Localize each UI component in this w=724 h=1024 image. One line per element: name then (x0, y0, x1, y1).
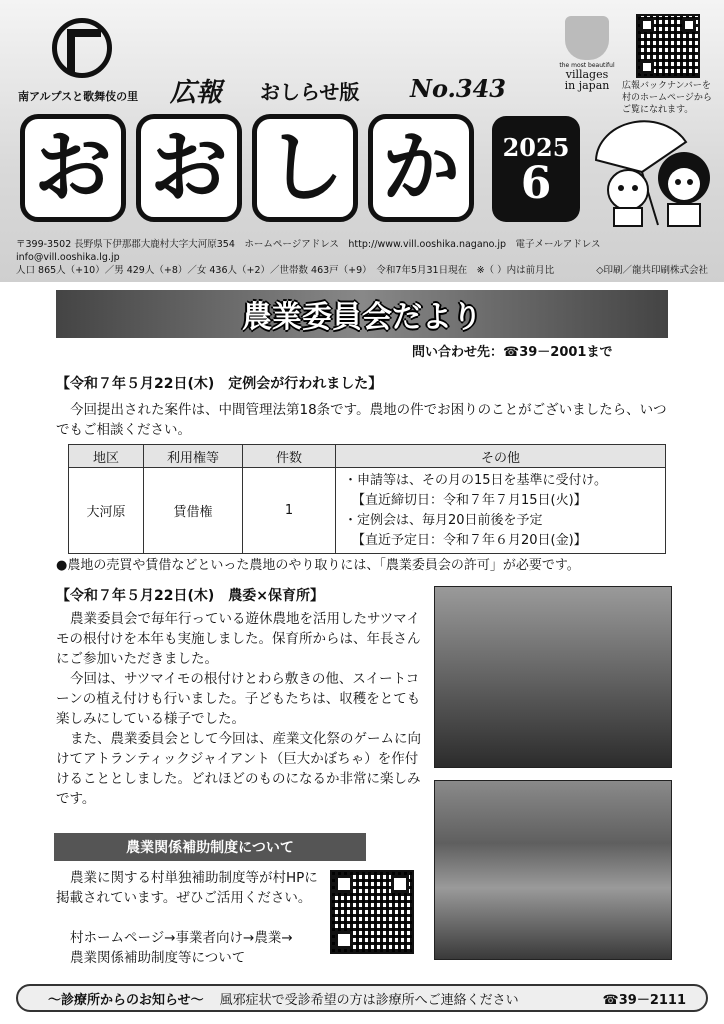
other-line-2: 【直近締切日：令和７年７月15日(火)】 (352, 492, 587, 508)
cell-district: 大河原 (69, 468, 144, 554)
title-char-3: し (252, 114, 358, 222)
section-title: 農業委員会だより (242, 300, 482, 335)
clinic-notice-message: 風邪症状で受診希望の方は診療所へご連絡ください (219, 992, 519, 1008)
village-logo-icon (52, 18, 112, 78)
col-header: 利用権等 (144, 445, 243, 468)
meeting-heading: 【令和７年５月22日(木) 定例会が行われました】 (56, 376, 383, 392)
issue-date-badge (492, 116, 580, 222)
nursery-para-1: 農業委員会で毎年行っている遊休農地を活用したサツマイモの根付けを本年も実施しました。保育所からは、年長さんにご参加いただきました。 (56, 611, 421, 667)
tagline: 南アルプスと歌舞伎の里 (18, 90, 139, 103)
col-header: 件数 (243, 445, 336, 468)
subsidy-body: 農業に関する村単独補助制度等が村HPに掲載されています。ぜひご活用ください。 (56, 870, 318, 906)
meeting-table (68, 444, 666, 554)
clinic-notice-label: ～診療所からのお知らせ～ (48, 992, 204, 1008)
clinic-phone: ☎39－2111 (602, 992, 686, 1008)
subsidy-path-line-1: 村ホームページ→事業者向け→農業→ (70, 930, 293, 946)
table-row (69, 468, 666, 554)
other-line-1: ・申請等は、その月の15日を基準に受付け。 (344, 472, 608, 488)
villages-line3: in japan (564, 79, 610, 92)
group-photo (434, 780, 672, 960)
issue-number: No.343 (410, 74, 506, 103)
population-line: 人口 865人（+10）／男 429人（+8）／女 436人（+2）／世帯数 463戸（+9） 令和7年5月31日現在 ※（ ）内は前月比 (16, 265, 555, 276)
nursery-para-3: また、農業委員会として今回は、産業文化祭のゲームに向けてアトランティックジャイアント（巨大かぼちゃ）を作付けることとしました。どれほどのものになるか非常に楽しみです。 (56, 731, 421, 807)
mascot-illustration (588, 120, 716, 230)
table-header-row (69, 445, 666, 468)
subsidy-path-line-2: 農業関係補助制度等について (70, 950, 246, 966)
subsidy-qr-code[interactable] (330, 870, 414, 954)
info-bar (16, 238, 708, 277)
villages-mark-icon (565, 16, 609, 60)
other-line-3: ・定例会は、毎月20日前後を予定 (344, 512, 543, 528)
oshirase-label: おしらせ版 (260, 80, 360, 104)
other-line-4: 【直近予定日：令和７年６月20日(金)】 (352, 532, 587, 548)
qr-note: 広報バックナンバーを村のホームページからご覧になれます。 (622, 81, 712, 115)
title-char-1: お (20, 114, 126, 222)
col-header: 地区 (69, 445, 144, 468)
issue-month: 6 (520, 157, 552, 209)
permit-note: ●農地の売買や賃借などといった農地のやり取りには、「農業委員会の許可」が必要です。 (56, 558, 580, 573)
meeting-body: 今回提出された案件は、中間管理法第18条です。農地の件でお困りのことがございましたら、いつでもご相談ください。 (56, 402, 667, 438)
cell-other (336, 468, 666, 554)
planting-photo (434, 586, 672, 768)
villages-line2: villages (565, 68, 609, 81)
title-char-2: お (136, 114, 242, 222)
address-line: 〒399-3502 長野県下伊那郡大鹿村大字大河原354 ホームページアドレス http://www.vill.ooshika.nagano.jp 電子メールアドレス info@vill.ooshika.lg.jp (16, 239, 611, 263)
cell-count: 1 (243, 468, 336, 554)
kouhou-label: 広報 (170, 78, 223, 108)
printer-credit: ◇印刷／龍共印刷株式会社 (596, 265, 708, 276)
nursery-heading: 【令和７年５月22日(木) 農委×保育所】 (56, 588, 325, 604)
cell-right: 賃借権 (144, 468, 243, 554)
villages-logo (556, 16, 618, 100)
villages-line1: the most beautiful (559, 62, 615, 69)
col-header: その他 (336, 445, 666, 468)
clinic-notice (16, 984, 708, 1012)
backnumber-qr-code[interactable] (636, 14, 700, 78)
contact-info: 問い合わせ先：☎39－2001まで (412, 345, 613, 360)
title-char-4: か (368, 114, 474, 222)
nursery-para-2: 今回は、サツマイモの根付けとわら敷きの他、スイートコーンの植え付けも行いました。子どもたちは、収穫をとても楽しみにしている様子でした。 (56, 671, 421, 727)
subsidy-heading: 農業関係補助制度について (54, 833, 366, 861)
issue-year: 2025 (502, 132, 570, 162)
